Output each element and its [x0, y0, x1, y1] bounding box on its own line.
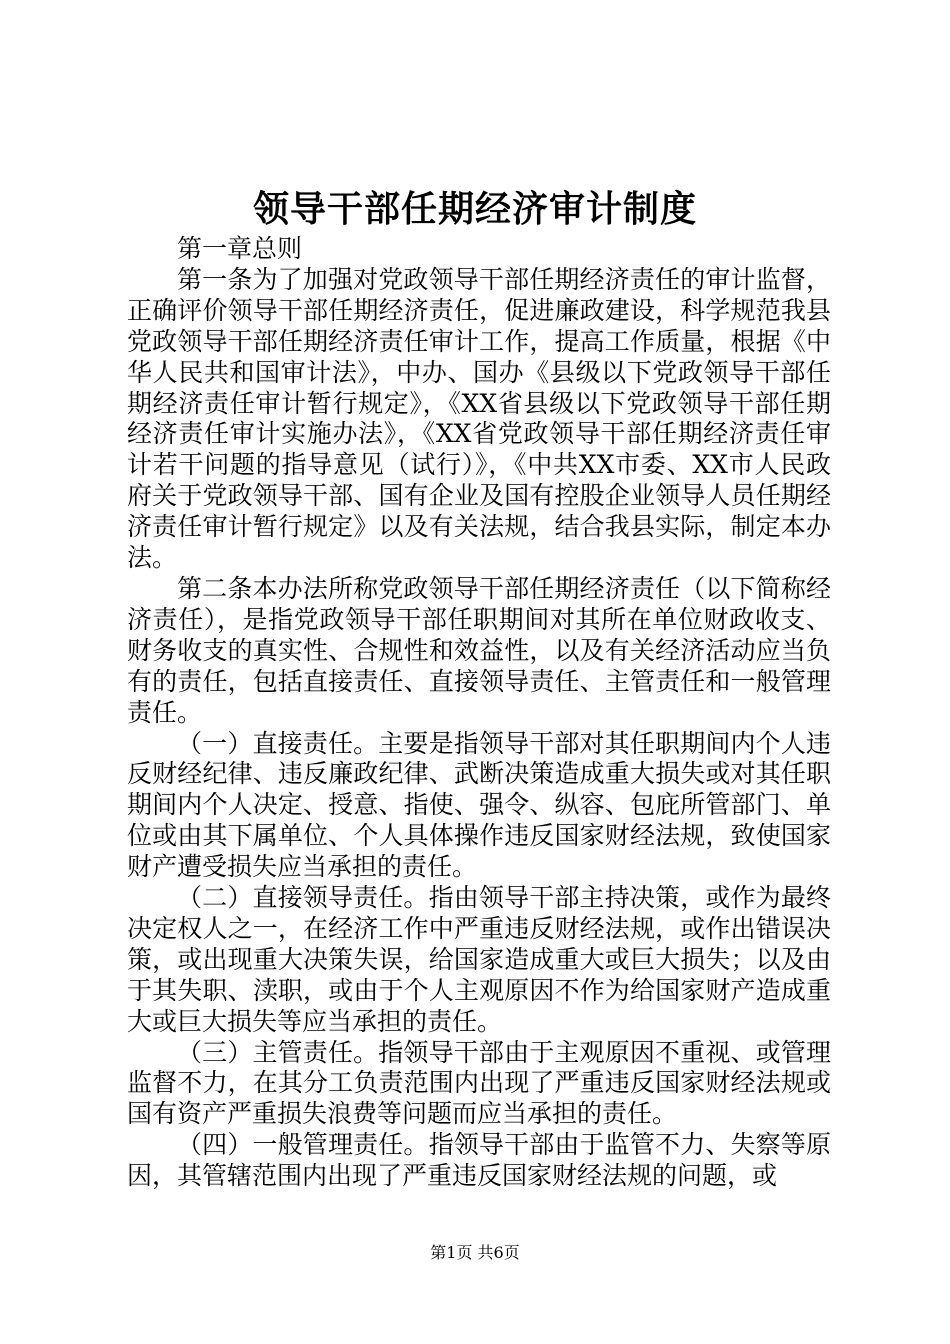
page-number: 第1页 共6页: [430, 1243, 520, 1262]
paragraph-item-3: （三）主管责任。指领导干部由于主观原因不重视、或管理监督不力，在其分工负责范围内出现了严重违反国家财经法规或国有资产严重损失浪费等问题而应当承担的责任。: [127, 1037, 831, 1129]
paragraph-article-2: 第二条本办法所称党政领导干部任期经济责任（以下简称经济责任），是指党政领导干部任职期间对其所在单位财政收支、财务收支的真实性、合规性和效益性，以及有关经济活动应当负有的责任，包括直接责任、直接领导责任、主管责任和一般管理责任。: [127, 573, 831, 727]
paragraph-item-2: （二）直接领导责任。指由领导干部主持决策，或作为最终决定权人之一，在经济工作中严重违反财经法规，或作出错误决策，或出现重大决策失误，给国家造成重大或巨大损失；以及由于其失职、渎职，或由于个人主观原因不作为给国家财产造成重大或巨大损失等应当承担的责任。: [127, 883, 831, 1036]
paragraph-item-4: （四）一般管理责任。指领导干部由于监管不力、失察等原因，其管辖范围内出现了严重违反国家财经法规的问题，或: [127, 1130, 831, 1191]
page-title: 领导干部任期经济审计制度: [252, 188, 697, 230]
chapter-heading: 第一章总则: [177, 234, 303, 263]
document-body: [127, 234, 831, 1192]
paragraph-item-1: （一）直接责任。主要是指领导干部对其任职期间内个人违反财经纪律、违反廉政纪律、武断决策造成重大损失或对其任职期间内个人决定、授意、指使、强令、纵容、包庇所管部门、单位或由其下属单位、个人具体操作违反国家财经法规，致使国家财产遭受损失应当承担的责任。: [127, 728, 831, 882]
paragraph-article-1: 第一条为了加强对党政领导干部任期经济责任的审计监督，正确评价领导干部任期经济责任，促进廉政建设，科学规范我县党政领导干部任期经济责任审计工作，提高工作质量，根据《中华人民共和国审计法》，中办、国办《县级以下党政领导干部任期经济责任审计暂行规定》，《XX省县级以下党政领导干部任期经济责任审计实施办法》，《XX省党政领导干部任期经济责任审计若干问题的指导意见（试行）》，《中共XX市委、XX市人民政府关于党政领导干部、国有企业及国有控股企业领导人员任期经济责任审计暂行规定》以及有关法规，结合我县实际，制定本办法。: [127, 264, 831, 573]
